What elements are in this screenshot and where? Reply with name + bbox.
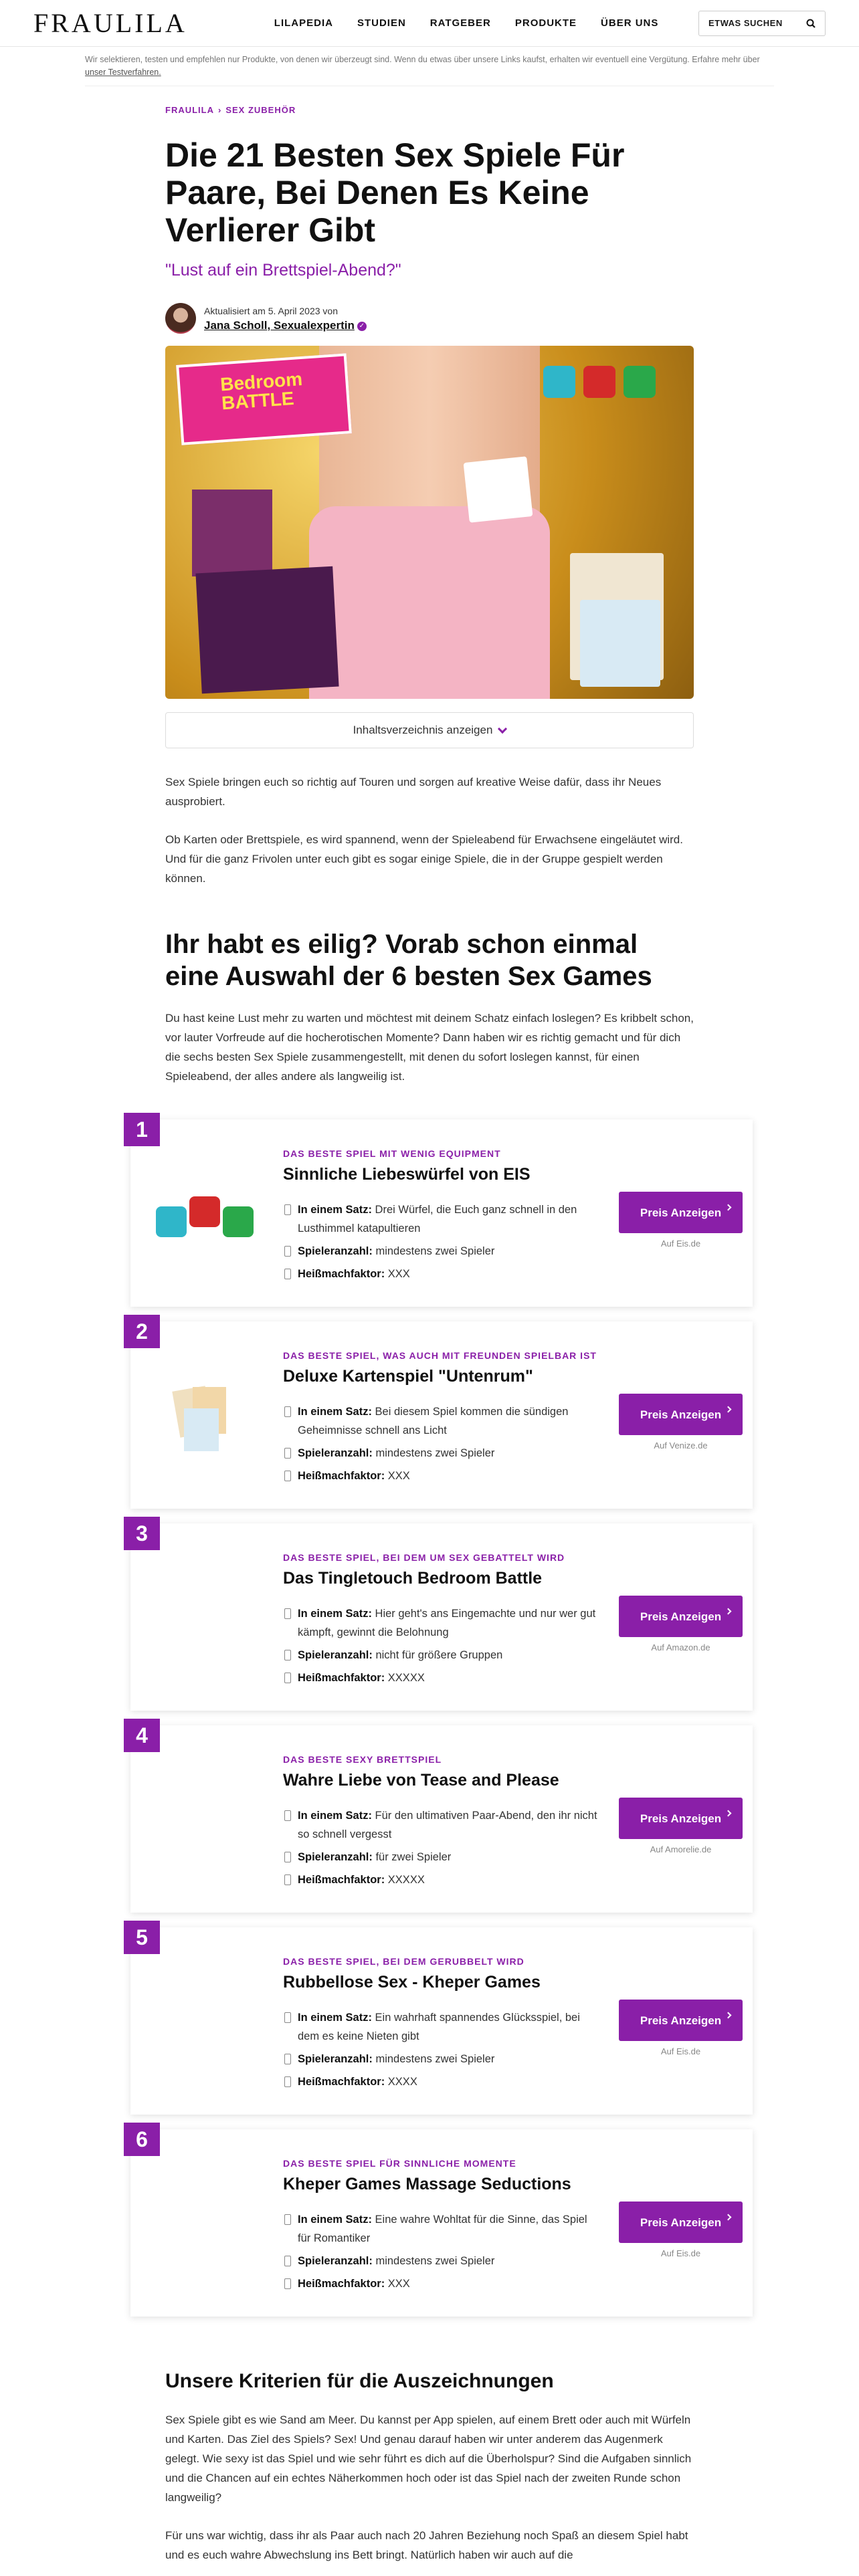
price-button[interactable] xyxy=(619,2000,743,2041)
product-card xyxy=(130,2129,753,2317)
product-info xyxy=(283,1348,597,1489)
feature-heiss xyxy=(283,2072,597,2091)
product-features xyxy=(283,1806,597,1889)
price-button-label: Preis Anzeigen xyxy=(640,1610,722,1623)
feature-value: Ein wahrhaft spannendes Glücksspiel, bei dem es keine Nieten gibt xyxy=(298,2012,580,2042)
feature-heiss xyxy=(283,2274,597,2293)
feature-value: XXXXX xyxy=(387,1672,425,1684)
site-logo[interactable]: FRAULILA xyxy=(33,8,187,38)
product-info xyxy=(283,1550,597,1691)
dice-icon xyxy=(583,366,615,398)
section-paragraph: Du hast keine Lust mehr zu warten und möchtest mit deinem Schatz einfach loslegen? Es kribbelt schon, vor lauter Vorfreude auf die hocherotischen Momente? Dann haben wir es richtig gemacht und für dich die sechs besten Sex Spiele zusammengestellt, mit denen du sofort loslegen kannst, für einen Spieleabend, der alles andere als langweilig ist. xyxy=(165,1012,694,1083)
feature-value: mindestens zwei Spieler xyxy=(375,2255,495,2267)
feature-label: In einem Satz: xyxy=(298,2214,372,2226)
chevron-right-icon xyxy=(725,2214,732,2221)
price-button[interactable] xyxy=(619,1394,743,1435)
criteria-title: Unsere Kriterien für die Auszeichnungen xyxy=(165,2370,554,2392)
toc-label: Inhaltsverzeichnis anzeigen xyxy=(353,724,493,736)
hero-box-text: Bedroom BATTLE xyxy=(219,368,303,414)
feature-label: Spieleranzahl: xyxy=(298,1245,373,1257)
feature-label: Heißmachfaktor: xyxy=(298,2278,385,2290)
product-category: DAS BESTE SPIEL, BEI DEM GERUBBELT WIRD xyxy=(283,1956,524,1967)
hero-underwear xyxy=(309,506,550,699)
shop-name: Auf Venize.de xyxy=(654,1440,708,1451)
top-bar xyxy=(0,0,859,47)
product-category: DAS BESTE SEXY BRETTSPIEL xyxy=(283,1754,442,1765)
updated-date: Aktualisiert am 5. April 2023 von xyxy=(204,306,338,316)
feature-satz xyxy=(283,2008,597,2046)
nav-ratgeber[interactable]: RATGEBER xyxy=(430,17,491,29)
feature-satz xyxy=(283,1604,597,1642)
price-button-label: Preis Anzeigen xyxy=(640,2014,722,2027)
dice-icon xyxy=(543,366,575,398)
product-category: DAS BESTE SPIEL MIT WENIG EQUIPMENT xyxy=(283,1148,501,1159)
feature-label: Spieleranzahl: xyxy=(298,1649,373,1661)
price-button[interactable] xyxy=(619,1596,743,1637)
nav-lilapedia[interactable]: LILAPEDIA xyxy=(274,17,333,29)
hero-image xyxy=(165,346,694,699)
product-card xyxy=(130,1321,753,1509)
rank-badge: 4 xyxy=(124,1719,160,1752)
feature-spieler xyxy=(283,1646,597,1665)
price-button-label: Preis Anzeigen xyxy=(640,1206,722,1219)
product-features xyxy=(283,1200,597,1283)
feature-satz xyxy=(283,1806,597,1844)
intro-paragraph-2: Ob Karten oder Brettspiele, es wird spannend, wenn der Spieleabend für Erwachsene eingeläutet wird. Und für die ganz Frivolen unter euch gibt es sogar einige Spiele, die in der Gruppe gespielt werden können. xyxy=(165,833,683,885)
feature-heiss xyxy=(283,1870,597,1889)
feature-satz xyxy=(283,1402,597,1440)
product-title[interactable]: Sinnliche Liebeswürfel von EIS xyxy=(283,1165,531,1184)
feature-spieler xyxy=(283,1242,597,1261)
feature-label: Spieleranzahl: xyxy=(298,1851,373,1863)
feature-value: Eine wahre Wohltat für die Sinne, das Spiel für Romantiker xyxy=(298,2214,587,2244)
feature-value: Drei Würfel, die Euch ganz schnell in den Lusthimmel katapultieren xyxy=(298,1204,577,1235)
section-title: Ihr habt es eilig? Vorab schon einmal eine Auswahl der 6 besten Sex Games xyxy=(165,930,652,991)
product-card xyxy=(130,1725,753,1913)
disclaimer-link[interactable]: unser Testverfahren. xyxy=(85,68,161,77)
product-features xyxy=(283,2210,597,2293)
shop-name: Auf Eis.de xyxy=(660,2248,701,2258)
chevron-right-icon xyxy=(725,2012,732,2019)
feature-label: Spieleranzahl: xyxy=(298,2255,373,2267)
feature-heiss xyxy=(283,1265,597,1283)
page-subtitle: "Lust auf ein Brettspiel-Abend?" xyxy=(165,261,401,280)
breadcrumb-item-fraulila[interactable]: FRAULILA xyxy=(165,105,214,115)
shop-name: Auf Amorelie.de xyxy=(650,1844,712,1854)
verified-icon: ✓ xyxy=(357,322,367,331)
price-button[interactable] xyxy=(619,1798,743,1839)
price-button[interactable] xyxy=(619,1192,743,1233)
chevron-right-icon xyxy=(725,1204,732,1211)
feature-heiss xyxy=(283,1467,597,1485)
card-game-product-image[interactable] xyxy=(142,1362,263,1469)
product-list xyxy=(130,1119,753,2317)
product-card xyxy=(130,1119,753,1307)
feature-value: Für den ultimativen Paar-Abend, den ihr nicht so schnell vergesst xyxy=(298,1810,597,1840)
search-box[interactable] xyxy=(698,11,826,36)
feature-label: In einem Satz: xyxy=(298,1608,372,1620)
article-content xyxy=(165,105,694,1086)
product-card xyxy=(130,1927,753,2115)
feature-label: Heißmachfaktor: xyxy=(298,1874,385,1886)
rank-badge: 3 xyxy=(124,1517,160,1550)
feature-heiss xyxy=(283,1669,597,1687)
product-info xyxy=(283,1954,597,2095)
feature-label: In einem Satz: xyxy=(298,1810,372,1822)
chevron-right-icon xyxy=(725,1608,732,1615)
product-features xyxy=(283,1402,597,1485)
feature-satz xyxy=(283,2210,597,2248)
price-button-label: Preis Anzeigen xyxy=(640,2216,722,2229)
search-label: ETWAS SUCHEN xyxy=(708,18,783,28)
game-box xyxy=(192,490,272,576)
author-meta xyxy=(204,304,367,333)
feature-label: In einem Satz: xyxy=(298,1204,372,1216)
rank-badge: 5 xyxy=(124,1921,160,1954)
nav-produkte[interactable]: PRODUKTE xyxy=(514,17,577,29)
shop-name: Auf Eis.de xyxy=(660,2046,701,2056)
affiliate-disclaimer xyxy=(85,47,774,86)
main-nav xyxy=(274,17,659,29)
feature-spieler xyxy=(283,2050,597,2068)
intro-paragraph-1: Sex Spiele bringen euch so richtig auf Touren und sorgen auf kreative Weise dafür, dass ihr Neues ausprobiert. xyxy=(165,776,662,808)
search-icon xyxy=(806,19,816,28)
feature-label: Spieleranzahl: xyxy=(298,2053,373,2065)
price-button[interactable] xyxy=(619,2202,743,2243)
feature-value: XXX xyxy=(387,1268,410,1280)
product-info xyxy=(283,2156,597,2297)
feature-spieler xyxy=(283,1444,597,1463)
feature-label: Heißmachfaktor: xyxy=(298,1470,385,1482)
feature-value: Bei diesem Spiel kommen die sündigen Geheimnisse schnell ans Licht xyxy=(298,1406,569,1436)
shop-name: Auf Amazon.de xyxy=(651,1642,710,1652)
price-button-label: Preis Anzeigen xyxy=(640,1812,722,1825)
disclaimer-text: Wir selektieren, testen und empfehlen nur Produkte, von denen wir überzeugt sind. Wenn du etwas über unsere Links kaufst, erhalten wir eventuell eine Vergütung. Erfahre mehr über xyxy=(85,55,760,64)
product-title[interactable]: Wahre Liebe von Tease and Please xyxy=(283,1771,559,1790)
product-features xyxy=(283,2008,597,2091)
feature-spieler xyxy=(283,1848,597,1866)
rank-badge: 6 xyxy=(124,2123,160,2156)
product-title[interactable]: Deluxe Kartenspiel "Untenrum" xyxy=(283,1367,533,1386)
chevron-down-icon xyxy=(498,724,507,733)
feature-value: mindestens zwei Spieler xyxy=(375,1245,495,1257)
feature-label: Heißmachfaktor: xyxy=(298,2076,385,2088)
product-info xyxy=(283,1752,597,1893)
product-category: DAS BESTE SPIEL, WAS AUCH MIT FREUNDEN SPIELBAR IST xyxy=(283,1350,597,1361)
shop-name: Auf Eis.de xyxy=(660,1239,701,1249)
product-card xyxy=(130,1523,753,1711)
feature-value: XXXX xyxy=(387,2076,417,2088)
chevron-right-icon xyxy=(725,1810,732,1817)
feature-value: mindestens zwei Spieler xyxy=(375,1447,495,1459)
feature-satz xyxy=(283,1200,597,1238)
feature-value: für zwei Spieler xyxy=(375,1851,452,1863)
rank-badge: 1 xyxy=(124,1113,160,1146)
breadcrumb-separator: › xyxy=(218,105,222,115)
feature-label: Heißmachfaktor: xyxy=(298,1268,385,1280)
product-title[interactable]: Kheper Games Massage Seductions xyxy=(283,2175,571,2193)
product-title[interactable]: Rubbellose Sex - Kheper Games xyxy=(283,1973,541,1992)
product-features xyxy=(283,1604,597,1687)
criteria-section xyxy=(165,2370,694,2565)
author-name[interactable]: Jana Scholl, Sexualexpertin xyxy=(204,319,355,332)
dice-product-image[interactable] xyxy=(142,1160,263,1267)
feature-label: Spieleranzahl: xyxy=(298,1447,373,1459)
playing-cards xyxy=(464,456,533,522)
bedroom-battle-box xyxy=(176,353,352,445)
nav-studien[interactable]: STUDIEN xyxy=(357,17,406,29)
product-category: DAS BESTE SPIEL, BEI DEM UM SEX GEBATTELT WIRD xyxy=(283,1552,565,1563)
feature-label: In einem Satz: xyxy=(298,2012,372,2024)
criteria-paragraph-2: Für uns war wichtig, dass ihr als Paar auch nach 20 Jahren Beziehung noch Spaß an diesem Spiel habt und es euch wahre Abwechslung ins Bett bringt. Natürlich haben wir auch auf die xyxy=(165,2529,688,2561)
breadcrumb-item-sex-zubehoer[interactable]: SEX ZUBEHÖR xyxy=(225,105,296,115)
toc-toggle[interactable] xyxy=(165,712,694,748)
breadcrumb xyxy=(165,105,694,115)
page-title: Die 21 Besten Sex Spiele Für Paare, Bei Denen Es Keine Verlierer Gibt xyxy=(165,136,625,249)
dice-icon xyxy=(624,366,656,398)
criteria-paragraph-1: Sex Spiele gibt es wie Sand am Meer. Du kannst per App spielen, auf einem Brett oder auch mit Würfeln und Karten. Das Ziel des Spiels? Sex! Und genau darauf haben wir unter anderem das Augenmerk gelegt. Wie sexy ist das Spiel und wie sehr führt es dich auf die Überholspur? Sind die Aufgaben sinnlich und die Chancen auf ein echtes Näherkommen hoch oder ist das Spiel nach der zweiten Runde schon langweilig? xyxy=(165,2413,692,2504)
product-info xyxy=(283,1146,597,1287)
feature-value: XXX xyxy=(387,1470,410,1482)
feature-label: In einem Satz: xyxy=(298,1406,372,1418)
author-block xyxy=(165,303,694,334)
feature-value: mindestens zwei Spieler xyxy=(375,2053,495,2065)
product-title[interactable]: Das Tingletouch Bedroom Battle xyxy=(283,1569,543,1588)
untenrum-pack xyxy=(580,600,660,687)
nav-ueber-uns[interactable]: ÜBER UNS xyxy=(601,17,659,29)
price-button-label: Preis Anzeigen xyxy=(640,1408,722,1421)
feature-value: Hier geht's ans Eingemachte und nur wer gut kämpft, gewinnt die Belohnung xyxy=(298,1608,596,1638)
feature-value: XXX xyxy=(387,2278,410,2290)
chevron-right-icon xyxy=(725,1406,732,1413)
feature-value: XXXXX xyxy=(387,1874,425,1886)
rank-badge: 2 xyxy=(124,1315,160,1348)
feature-value: nicht für größere Gruppen xyxy=(375,1649,503,1661)
feature-label: Heißmachfaktor: xyxy=(298,1672,385,1684)
game-board xyxy=(195,566,339,693)
avatar[interactable] xyxy=(165,303,196,334)
product-category: DAS BESTE SPIEL FÜR SINNLICHE MOMENTE xyxy=(283,2158,516,2169)
feature-spieler xyxy=(283,2252,597,2270)
